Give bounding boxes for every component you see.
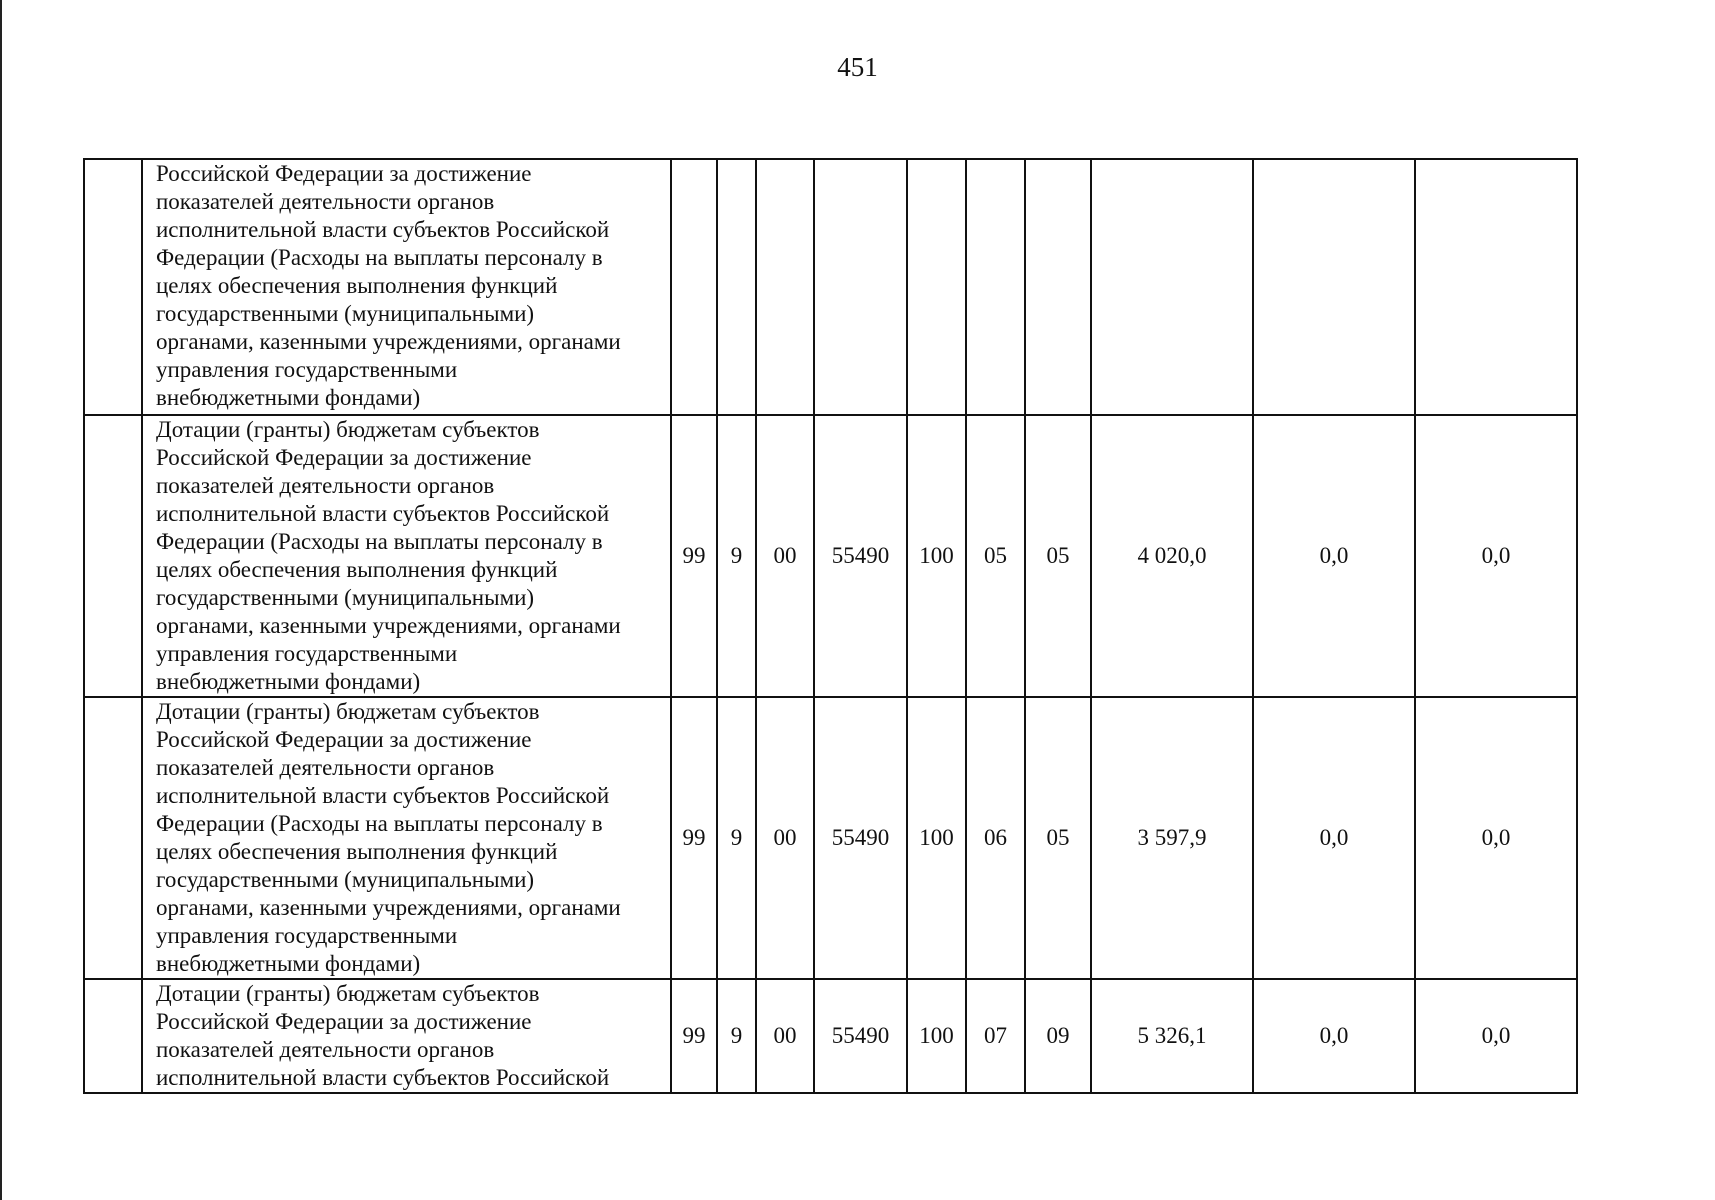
amount-year-2-cell: 0,0	[1253, 415, 1415, 697]
description-line: внебюджетными фондами)	[156, 385, 421, 410]
code-section-cell	[966, 159, 1025, 415]
code-direction-cell: 00	[756, 979, 814, 1093]
description-line: показателей деятельности органов	[156, 473, 495, 498]
amount-year-3-cell: 0,0	[1415, 697, 1577, 979]
code-program-cell: 99	[671, 697, 717, 979]
description-line: управления государственными	[156, 357, 458, 382]
code-subsection-cell: 05	[1025, 697, 1091, 979]
code-subprogram-cell	[717, 159, 756, 415]
description-line: Федерации (Расходы на выплаты персоналу в	[156, 245, 603, 270]
amount-year-1-cell: 5 326,1	[1091, 979, 1253, 1093]
amount-year-3-cell: 0,0	[1415, 415, 1577, 697]
description-cell	[142, 979, 671, 1093]
code-subsection-cell: 05	[1025, 415, 1091, 697]
description-line: Федерации (Расходы на выплаты персоналу в	[156, 529, 603, 554]
amount-year-2-cell: 0,0	[1253, 979, 1415, 1093]
description-line: внебюджетными фондами)	[156, 951, 421, 976]
description-line: целях обеспечения выполнения функций	[156, 839, 558, 864]
amount-year-3-cell: 0,0	[1415, 979, 1577, 1093]
code-section-cell: 07	[966, 979, 1025, 1093]
table-row	[84, 979, 1577, 1093]
description-line: исполнительной власти субъектов Российской	[156, 783, 610, 808]
row-number-cell	[84, 979, 142, 1093]
code-program-cell	[671, 159, 717, 415]
description-cell	[142, 697, 671, 979]
description-line: Дотации (гранты) бюджетам субъектов	[156, 417, 540, 442]
description-line: показателей деятельности органов	[156, 189, 495, 214]
code-type-cell: 100	[907, 697, 966, 979]
description-line: исполнительной власти субъектов Российской	[156, 217, 610, 242]
code-subprogram-cell: 9	[717, 979, 756, 1093]
description-line: Российской Федерации за достижение	[156, 1009, 532, 1034]
row-number-cell	[84, 159, 142, 415]
code-expense-cell	[814, 159, 907, 415]
code-program-cell: 99	[671, 979, 717, 1093]
table-row	[84, 697, 1577, 979]
code-type-cell	[907, 159, 966, 415]
budget-table-body	[84, 159, 1577, 1093]
description-line: Дотации (гранты) бюджетам субъектов	[156, 699, 540, 724]
description-line: государственными (муниципальными)	[156, 867, 535, 892]
code-expense-cell: 55490	[814, 697, 907, 979]
row-number-cell	[84, 697, 142, 979]
code-subsection-cell	[1025, 159, 1091, 415]
description-line: управления государственными	[156, 923, 458, 948]
code-subprogram-cell: 9	[717, 697, 756, 979]
description-line: государственными (муниципальными)	[156, 585, 535, 610]
description-line: управления государственными	[156, 641, 458, 666]
row-number-cell	[84, 415, 142, 697]
description-line: Российской Федерации за достижение	[156, 727, 532, 752]
description-line: Российской Федерации за достижение	[156, 445, 532, 470]
description-line: Российской Федерации за достижение	[156, 161, 532, 186]
table-row	[84, 415, 1577, 697]
description-line: целях обеспечения выполнения функций	[156, 273, 558, 298]
amount-year-1-cell: 4 020,0	[1091, 415, 1253, 697]
description-line: исполнительной власти субъектов Российской	[156, 501, 610, 526]
amount-year-1-cell	[1091, 159, 1253, 415]
description-line: исполнительной власти субъектов Российской	[156, 1065, 610, 1090]
description-cell	[142, 415, 671, 697]
table-row	[84, 159, 1577, 415]
description-line: органами, казенными учреждениями, органами	[156, 895, 621, 920]
code-section-cell: 05	[966, 415, 1025, 697]
code-direction-cell: 00	[756, 415, 814, 697]
description-line: Дотации (гранты) бюджетам субъектов	[156, 981, 540, 1006]
code-subsection-cell: 09	[1025, 979, 1091, 1093]
code-direction-cell	[756, 159, 814, 415]
amount-year-2-cell	[1253, 159, 1415, 415]
code-type-cell: 100	[907, 415, 966, 697]
description-line: органами, казенными учреждениями, органами	[156, 613, 621, 638]
description-line: государственными (муниципальными)	[156, 301, 535, 326]
page-left-edge	[0, 0, 2, 1200]
budget-table	[83, 158, 1578, 1094]
code-subprogram-cell: 9	[717, 415, 756, 697]
code-expense-cell: 55490	[814, 415, 907, 697]
description-cell	[142, 159, 671, 415]
code-type-cell: 100	[907, 979, 966, 1093]
description-line: органами, казенными учреждениями, органами	[156, 329, 621, 354]
description-line: показателей деятельности органов	[156, 755, 495, 780]
amount-year-1-cell: 3 597,9	[1091, 697, 1253, 979]
page-number: 451	[837, 52, 878, 82]
description-line: показателей деятельности органов	[156, 1037, 495, 1062]
amount-year-2-cell: 0,0	[1253, 697, 1415, 979]
description-line: целях обеспечения выполнения функций	[156, 557, 558, 582]
amount-year-3-cell	[1415, 159, 1577, 415]
code-program-cell: 99	[671, 415, 717, 697]
code-section-cell: 06	[966, 697, 1025, 979]
code-direction-cell: 00	[756, 697, 814, 979]
code-expense-cell: 55490	[814, 979, 907, 1093]
description-line: Федерации (Расходы на выплаты персоналу в	[156, 811, 603, 836]
description-line: внебюджетными фондами)	[156, 669, 421, 694]
